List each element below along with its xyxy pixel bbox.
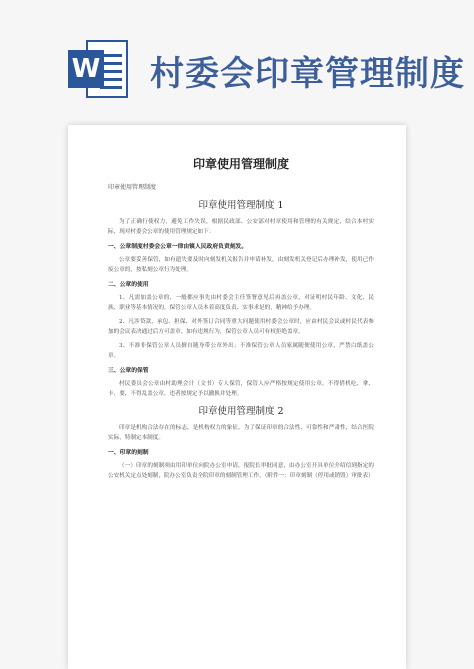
heading: 一、印章的刻制 — [108, 450, 149, 456]
document-page — [68, 125, 406, 669]
document-title: 印章使用管理制度 — [192, 157, 289, 171]
word-doc-icon — [68, 40, 130, 98]
section-2-title: 印章使用管理制度 2 — [198, 406, 284, 417]
paragraph: （一）印章的刻制须由用印单位向院办公室申请，报院长审批同意，由办公室开具单位介绍信到指定的公安机关定点处刻制，院办公室负责全院印章的刻制管理工作。（附件一：印章刻制（停用或销毁）审批表） — [108, 463, 374, 479]
heading: 二、公章的使用 — [108, 282, 149, 288]
word-badge: W — [68, 50, 104, 88]
section-1-title: 印章使用管理制度 1 — [198, 200, 284, 211]
paragraph: 村民委员会公章由村助理会计（文书）专人保管，保管人应严格按规定使用公章，不得借机吃、拿、卡、要，不得乱盖公章，违者按规定予以撤换并处理。 — [108, 381, 374, 397]
heading: 三、公章的保管 — [108, 368, 149, 374]
paragraph: 公章要妥善保管，如有遗失要及时向刻发机关报告并申请补发，由刻发机关登记后办理补发，使用已作废公章的，按私刻公章行为处理。 — [108, 257, 374, 273]
paragraph: 3、不准非保管公章人员擅自随身带公章外出；不准保管公章人员家属随便使用公章，严禁白纸盖公章。 — [108, 343, 374, 359]
paragraph: 1、凡需加盖公章的，一般都应事先由村委会主任签署意见后再盖公章，对证明村民年龄、文化、民族、职业等基本情况的，保管公章人员本着高度负责、实事求是的，精神给予办理。 — [108, 295, 374, 311]
banner-title: 村委会印章管理制度 — [150, 54, 465, 94]
paragraph: 2、凡涉贷款、承包、担保、对外签订合同等重大问题使用村委会公章时，应由村民会议或村民代表参加的会议表决通过后方可盖章。如有违规行为，保管公章人员可有权拒绝盖章。 — [108, 319, 374, 335]
heading: 一、公章制度村委会公章一律由镇人民政府负责刻发。 — [108, 244, 248, 250]
document-content — [108, 155, 374, 485]
paragraph: 印章是机构合法存在的标志，是机构权力的象征。为了保证印章的合法性、可靠性和严肃性，结合医院实际，特制定本制度。 — [108, 425, 374, 441]
paragraph: 为了正确行使权力，避免工作失误，根据民政部、公安部对村章使用和管理的有关规定，结合本村实际，现对村委会公章的使用管理规定如下： — [108, 219, 374, 235]
banner — [0, 0, 474, 110]
document-subtitle: 印章使用管理制度 — [108, 184, 157, 191]
